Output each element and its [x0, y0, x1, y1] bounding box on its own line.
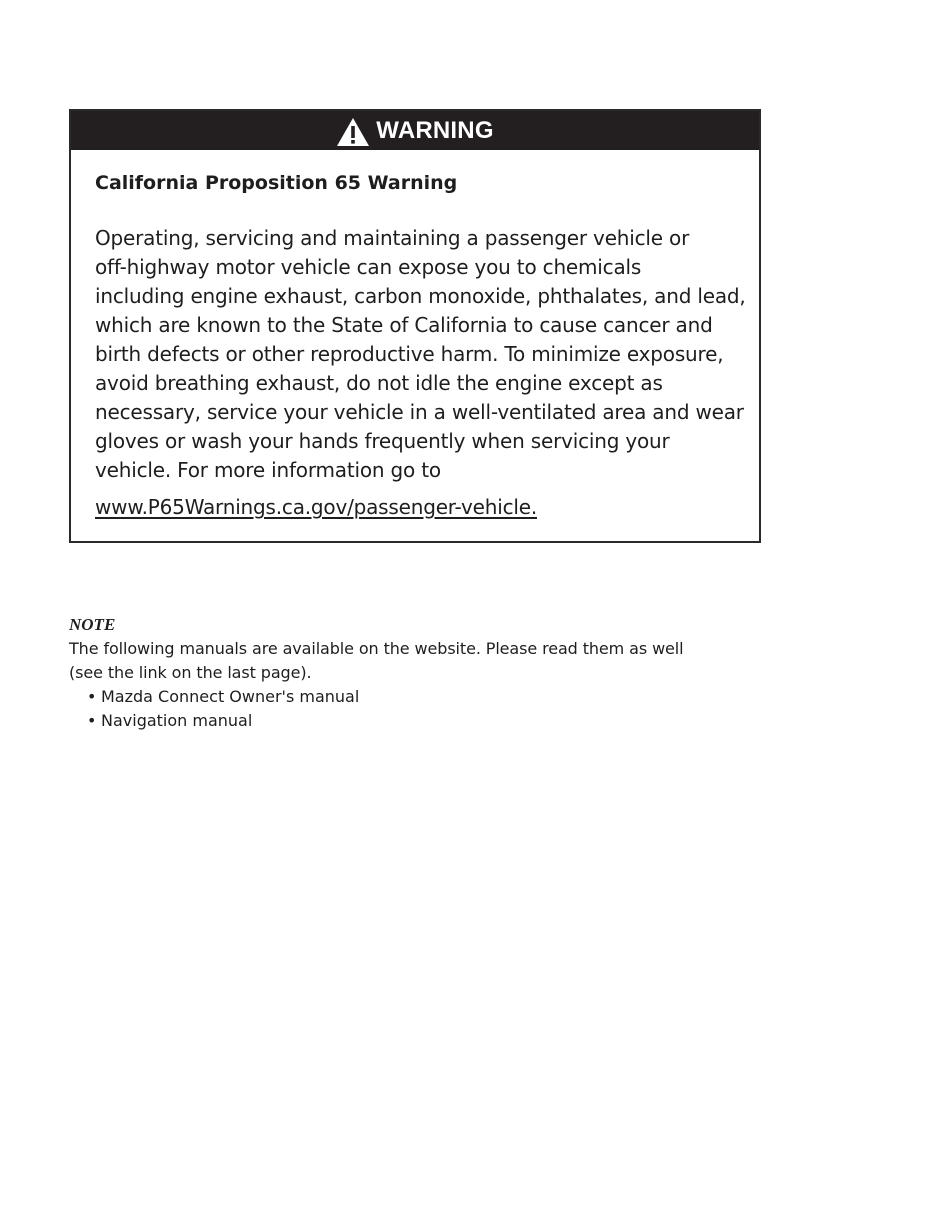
- note-text-line: (see the link on the last page).: [69, 663, 312, 682]
- warning-header: [71, 111, 759, 150]
- manual-name: Mazda Connect Owner's manual: [101, 687, 360, 706]
- bullet: •: [87, 711, 97, 730]
- warning-triangle-icon: [336, 115, 370, 147]
- warning-text-line: birth defects or other reproductive harm. To minimize exposure,: [95, 341, 724, 366]
- prop65-heading: California Proposition 65 Warning: [95, 172, 458, 194]
- list-item: [87, 709, 789, 733]
- warning-text-line: necessary, service your vehicle in a well-ventilated area and wear: [95, 399, 744, 424]
- note-section: [69, 613, 789, 733]
- manuals-list: [69, 685, 789, 733]
- p65-warnings-link[interactable]: www.P65Warnings.ca.gov/passenger-vehicle.: [95, 494, 538, 519]
- warning-text-line: Operating, servicing and maintaining a passenger vehicle or: [95, 225, 690, 250]
- warning-text-line: which are known to the State of California to cause cancer and: [95, 312, 713, 337]
- warning-text-line: gloves or wash your hands frequently when servicing your: [95, 428, 670, 453]
- warning-box: [69, 109, 761, 543]
- warning-text-line: vehicle. For more information go to: [95, 457, 441, 482]
- note-label: NOTE: [69, 615, 116, 634]
- bullet: •: [87, 687, 97, 706]
- note-text-line: The following manuals are available on the website. Please read them as well: [69, 639, 684, 658]
- warning-body: [71, 150, 759, 522]
- warning-text-line: including engine exhaust, carbon monoxide, phthalates, and lead,: [95, 283, 746, 308]
- warning-text-line: off-highway motor vehicle can expose you to chemicals: [95, 254, 642, 279]
- warning-text-line: avoid breathing exhaust, do not idle the engine except as: [95, 370, 663, 395]
- warning-title: WARNING: [376, 116, 494, 144]
- list-item: [87, 685, 789, 709]
- manual-name: Navigation manual: [101, 711, 253, 730]
